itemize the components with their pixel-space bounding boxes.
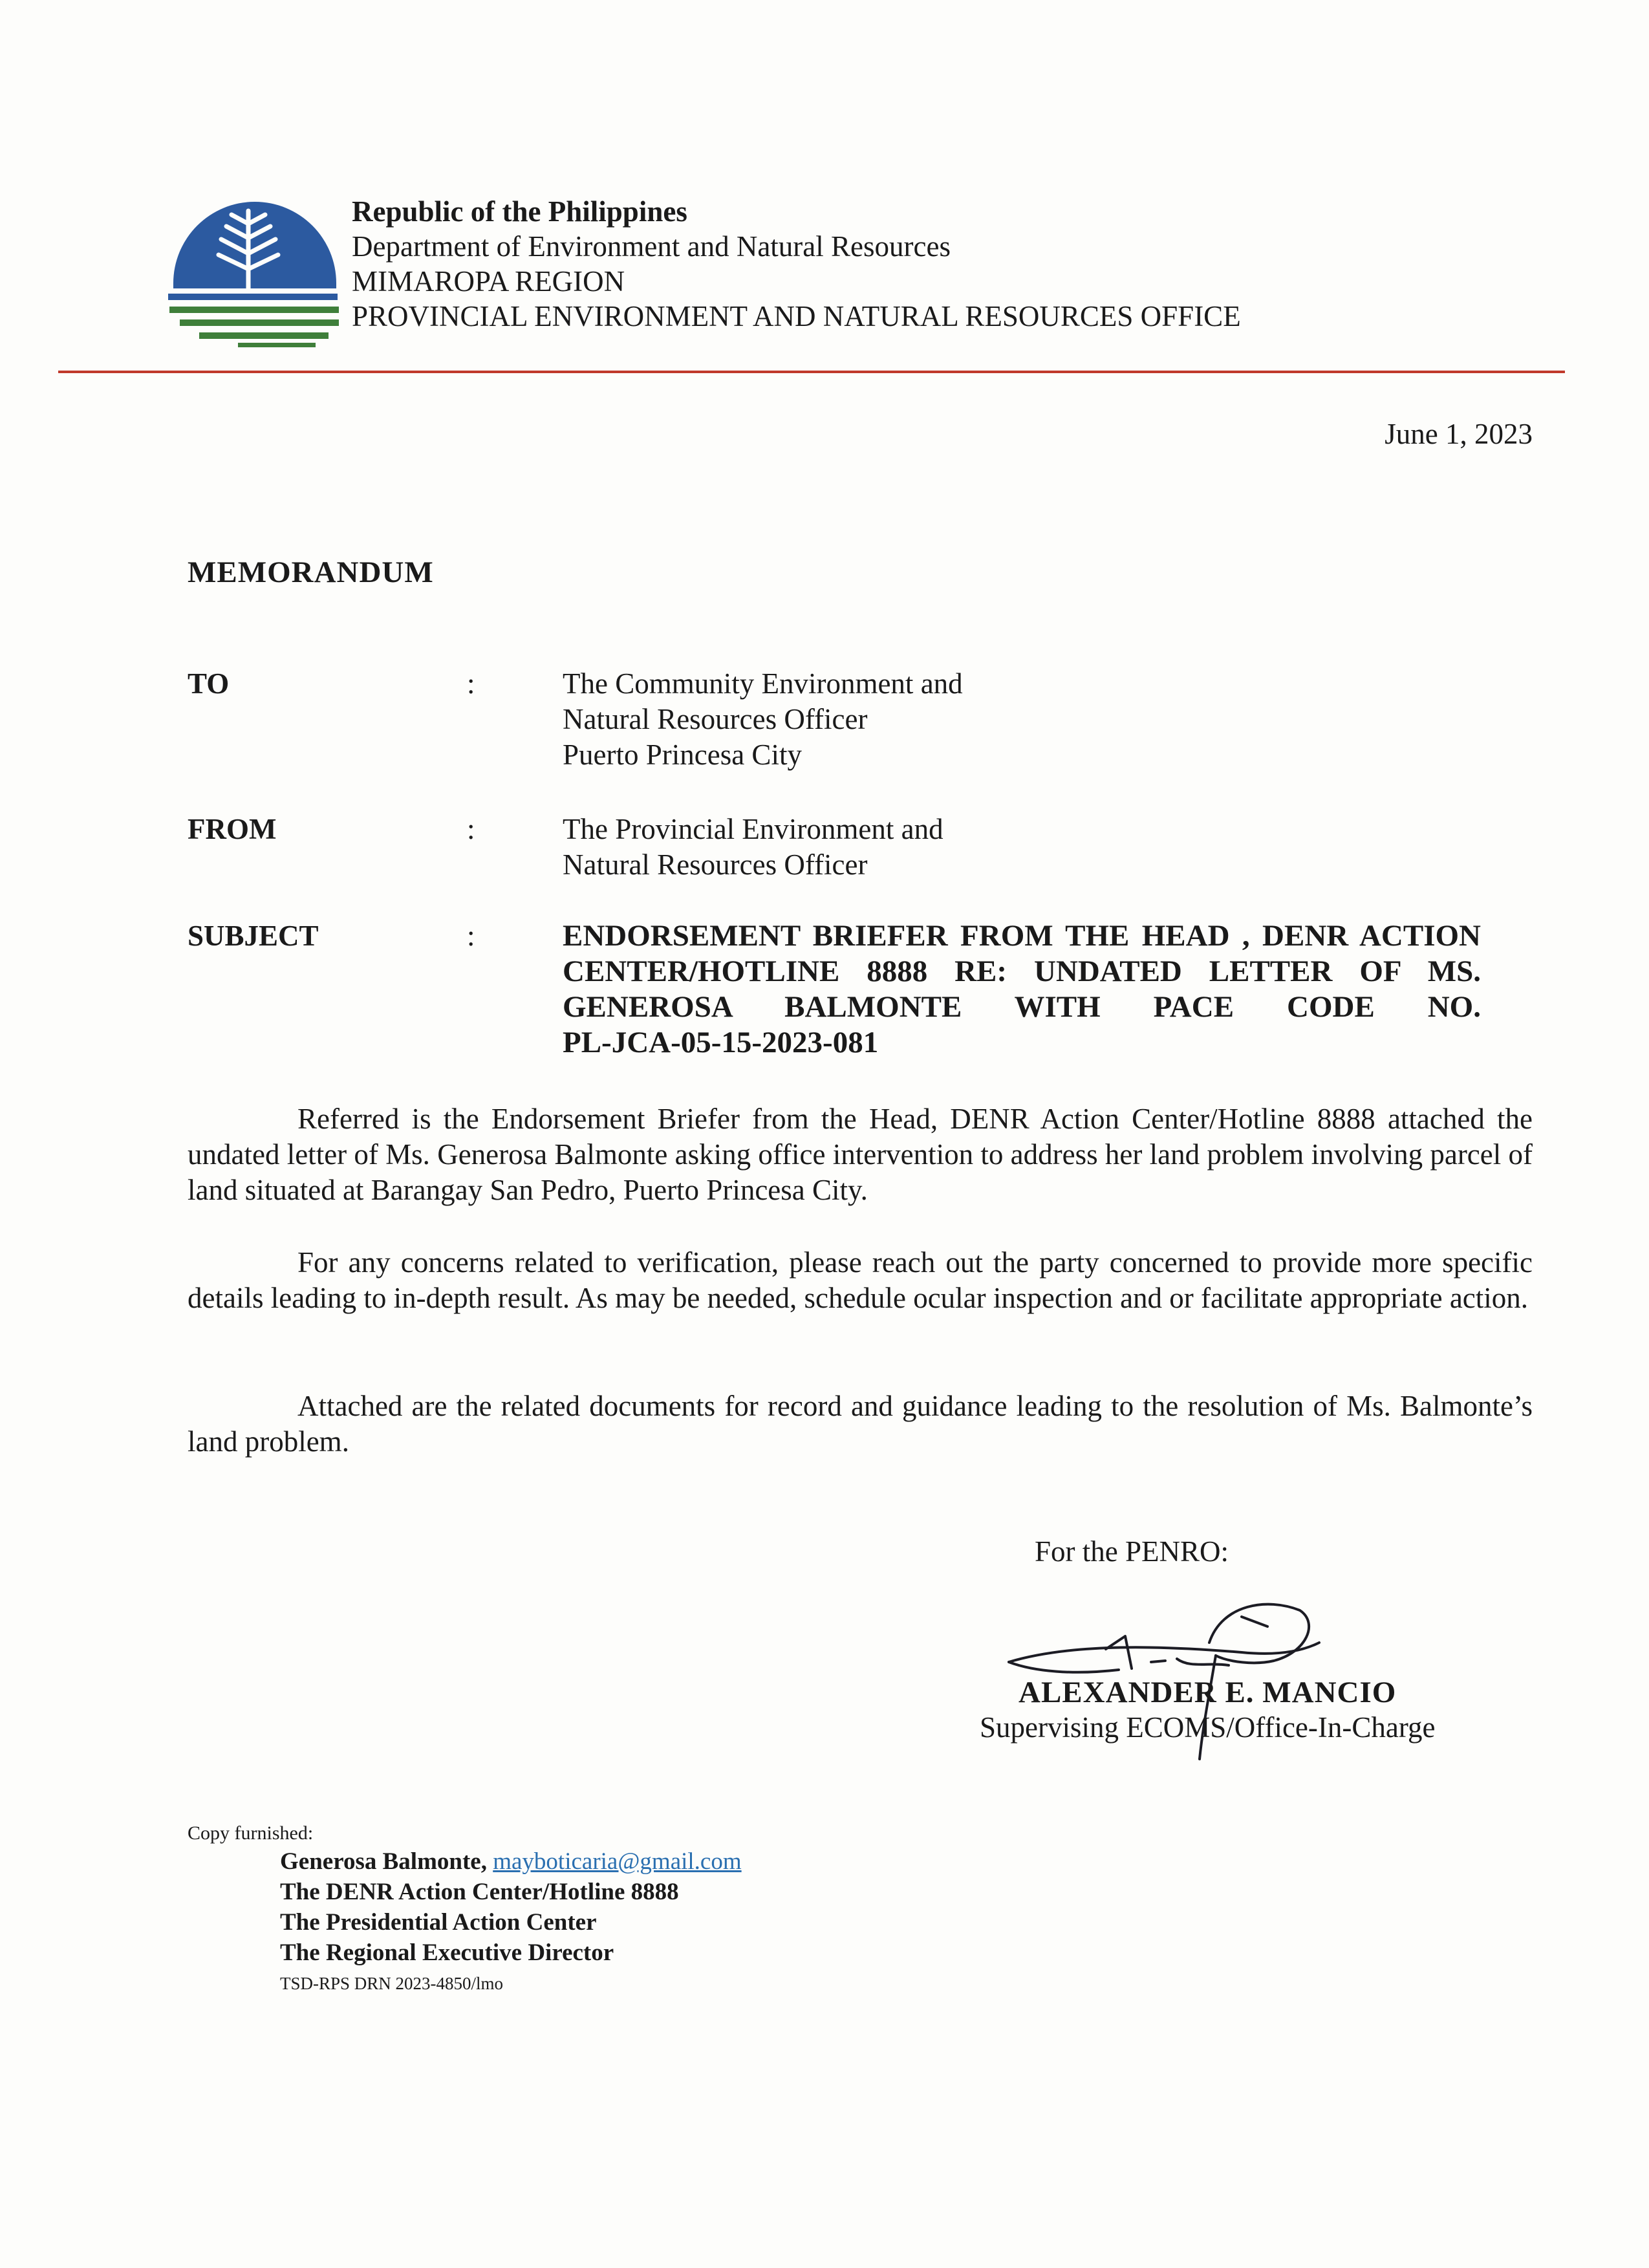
copy-furnished-item: The Regional Executive Director: [280, 1939, 614, 1966]
from-sender: [563, 812, 1649, 883]
from-colon: :: [467, 813, 475, 845]
copy-furnished-list: [280, 1846, 742, 1968]
signatory-title: Supervising ECOMS/Office-In-Charge: [980, 1711, 1436, 1744]
to-line: Puerto Princesa City: [563, 739, 802, 771]
subject-line: PL-JCA-05-15-2023-081: [563, 1026, 879, 1059]
subject-colon: :: [467, 920, 475, 952]
letterhead: [352, 194, 1241, 334]
copy-furnished-recipient: Generosa Balmonte,: [280, 1848, 487, 1875]
memo-title: MEMORANDUM: [188, 556, 434, 589]
subject-text: [563, 918, 1649, 1061]
subject-label: SUBJECT: [188, 920, 319, 952]
to-line: Natural Resources Officer: [563, 703, 868, 735]
subject-line: CENTER/HOTLINE 8888 RE: UNDATED LETTER OF MS.: [563, 955, 1481, 988]
header-divider: [58, 371, 1565, 373]
letterhead-department: Department of Environment and Natural Resources: [352, 230, 951, 263]
from-label: FROM: [188, 813, 277, 845]
letterhead-region: MIMAROPA REGION: [352, 265, 625, 297]
memo-date: June 1, 2023: [1385, 418, 1533, 450]
copy-furnished-item: [280, 1846, 742, 1877]
document-reference-number: TSD-RPS DRN 2023-4850/lmo: [280, 1974, 504, 1993]
letterhead-office: PROVINCIAL ENVIRONMENT AND NATURAL RESOURCES OFFICE: [352, 300, 1241, 332]
body-paragraph-3: Attached are the related documents for record and guidance leading to the resolution of Ms. Balmonte’s land problem.: [188, 1390, 1533, 1458]
letterhead-country: Republic of the Philippines: [352, 195, 687, 228]
subject-line: GENEROSA BALMONTE WITH PACE CODE NO.: [563, 990, 1481, 1024]
to-line: The Community Environment and: [563, 667, 963, 700]
from-line: The Provincial Environment and: [563, 813, 943, 845]
copy-furnished-label: Copy furnished:: [188, 1822, 314, 1844]
body-paragraph-1: Referred is the Endorsement Briefer from the Head, DENR Action Center/Hotline 8888 attached the undated letter of Ms. Generosa Balmonte asking office intervention to address her land problem involving parcel of land situated at Barangay San Pedro, Puerto Princesa City.: [188, 1103, 1533, 1206]
signatory-name: ALEXANDER E. MANCIO: [1018, 1676, 1397, 1709]
denr-logo-icon: [167, 193, 343, 348]
to-label: TO: [188, 667, 230, 700]
to-recipient: [563, 666, 1649, 773]
copy-furnished-item: The Presidential Action Center: [280, 1909, 597, 1936]
to-colon: :: [467, 667, 475, 700]
copy-furnished-item: The DENR Action Center/Hotline 8888: [280, 1879, 679, 1905]
from-line: Natural Resources Officer: [563, 848, 868, 881]
body-paragraph-2: For any concerns related to verification, please reach out the party concerned to provide more specific details leading to in-depth result. As may be needed, schedule ocular inspection and or facilitate appropriate action.: [188, 1246, 1533, 1314]
for-penro-line: For the PENRO:: [1035, 1535, 1229, 1568]
subject-line: ENDORSEMENT BRIEFER FROM THE HEAD , DENR ACTION: [563, 919, 1481, 953]
email-link[interactable]: mayboticaria@gmail.com: [493, 1848, 742, 1875]
